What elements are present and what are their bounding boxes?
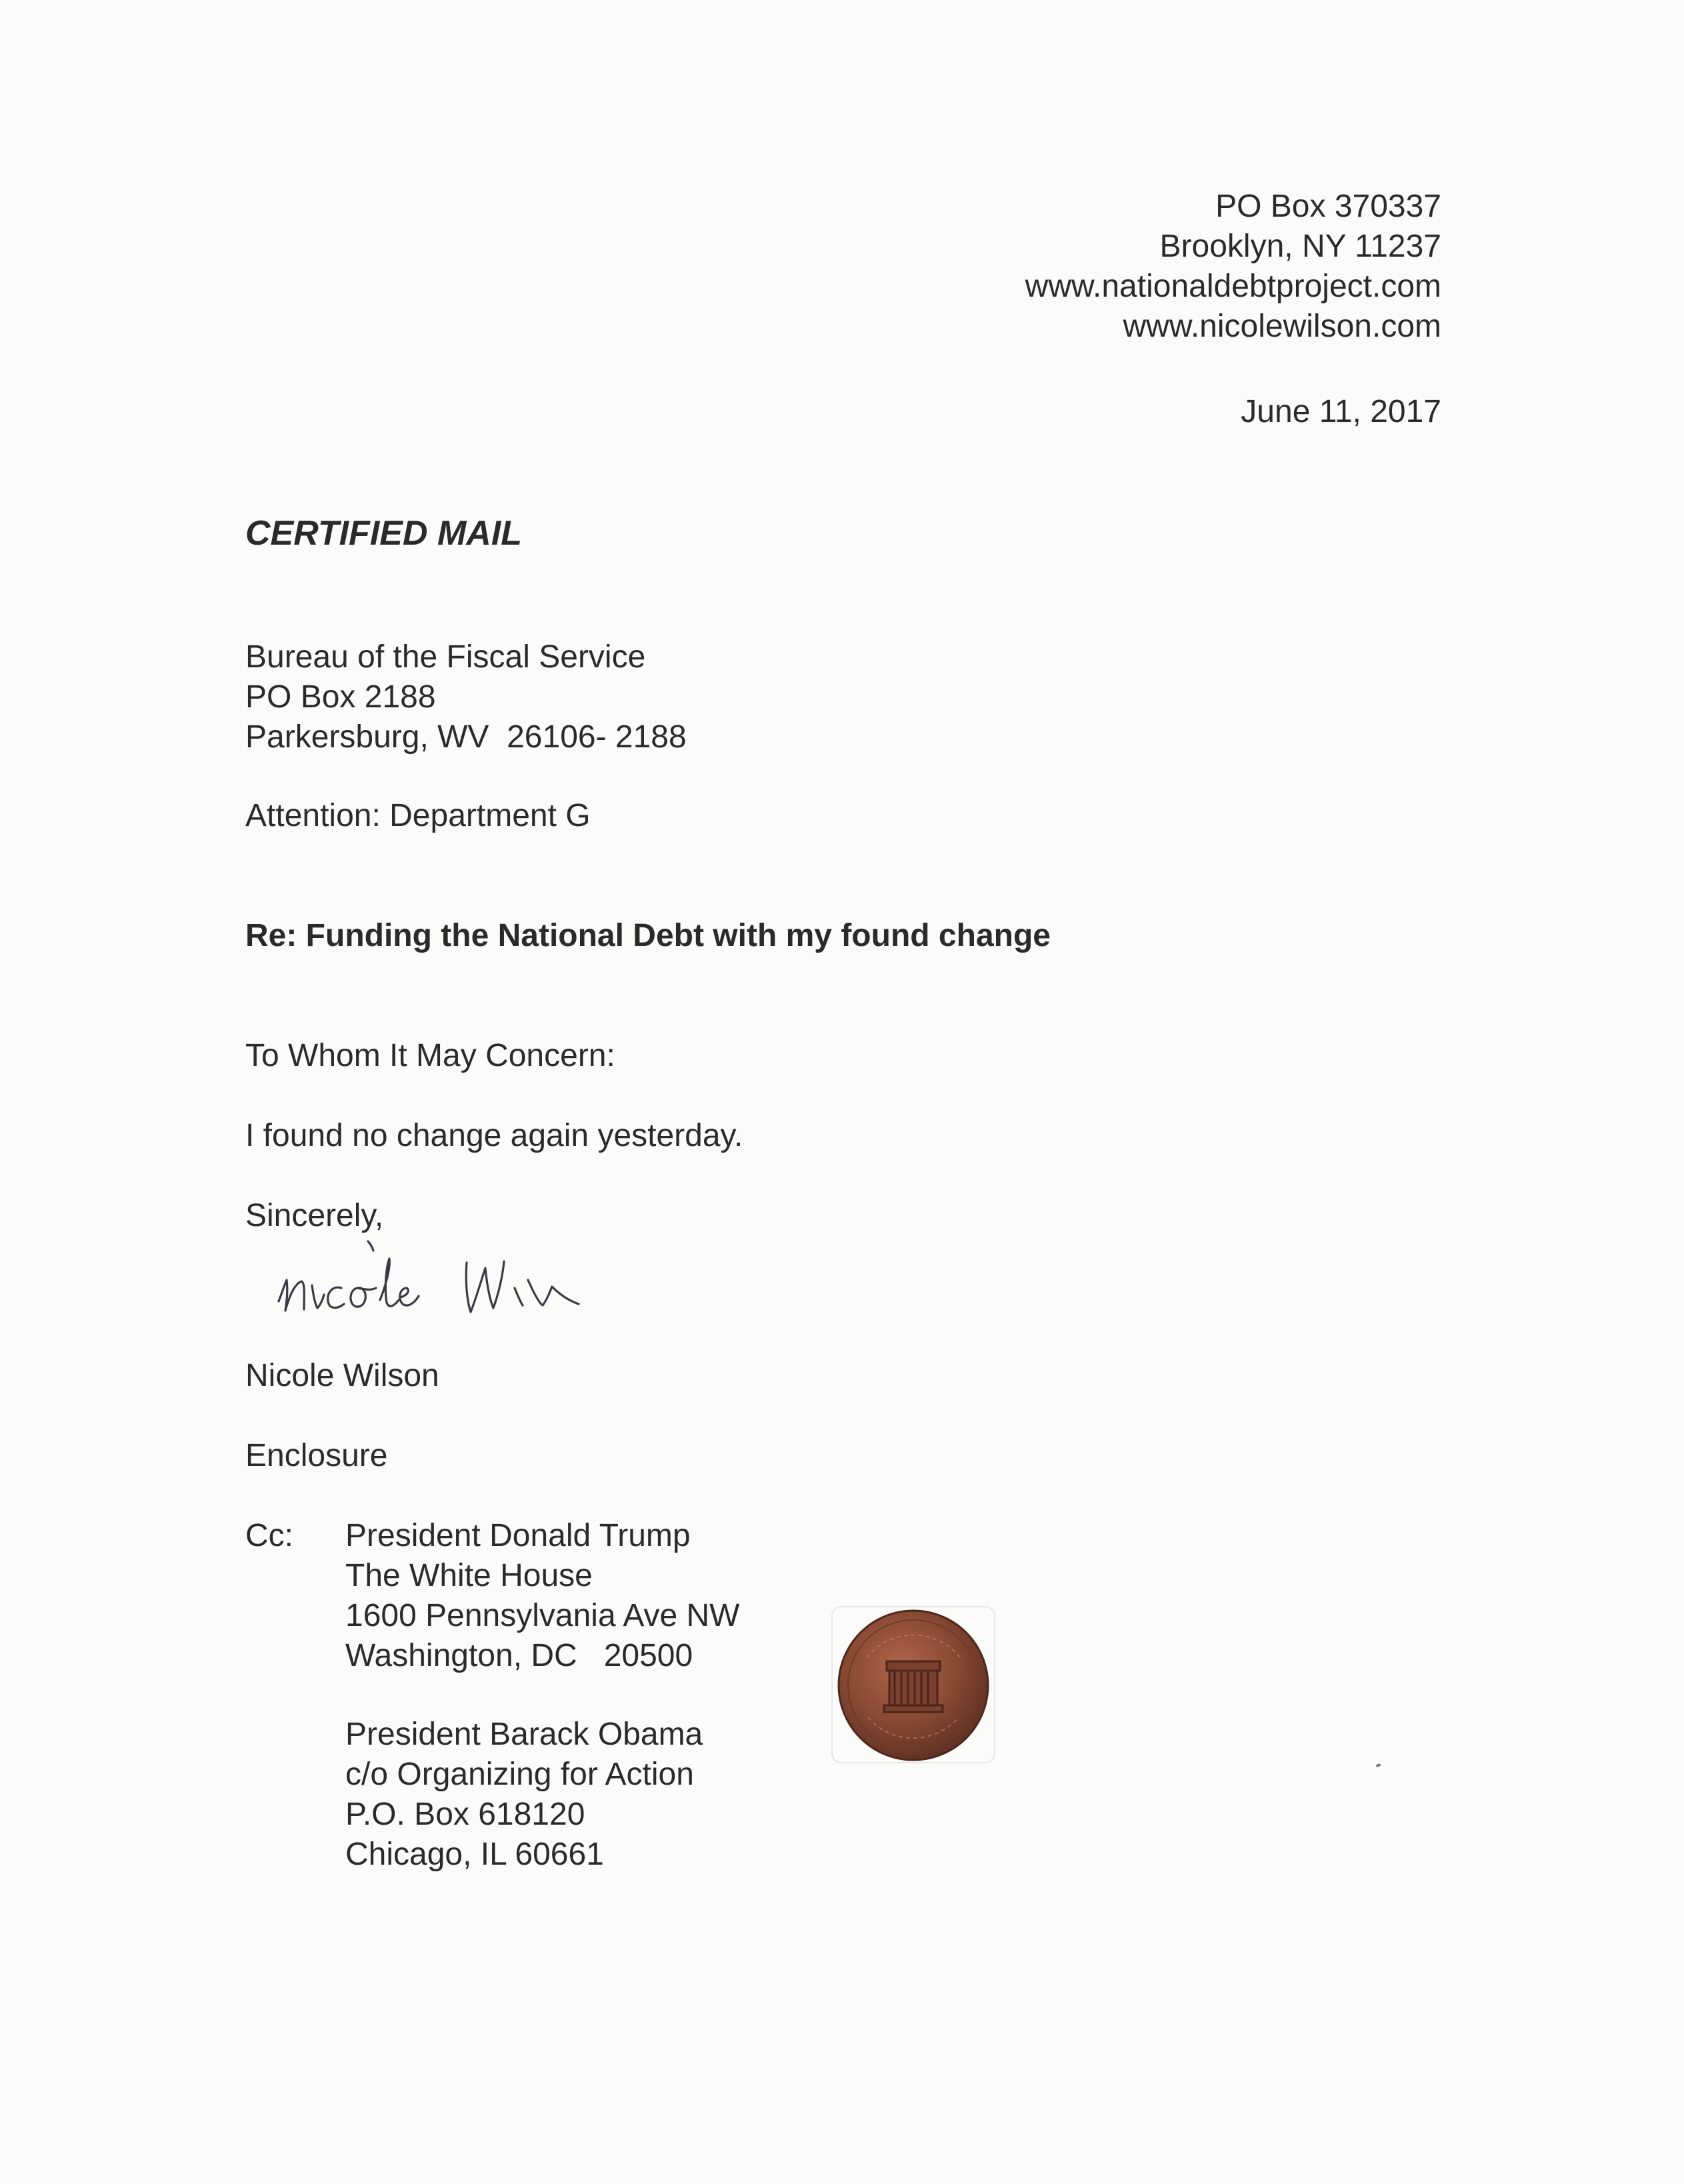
cc-recipient-obama — [345, 1715, 703, 1875]
sender-website-national-debt-project: www.nationaldebtproject.com — [1025, 269, 1441, 304]
attention-line: Attention: Department G — [245, 798, 591, 833]
cc-recipient-line2: c/o Organizing for Action — [345, 1757, 694, 1792]
certified-mail-heading: CERTIFIED MAIL — [245, 514, 523, 553]
cc-recipient-city-state-zip: Washington, DC 20500 — [345, 1638, 693, 1673]
cc-recipient-trump — [345, 1516, 739, 1676]
subject-line: Re: Funding the National Debt with my found change — [245, 918, 1051, 953]
signer-name: Nicole Wilson — [245, 1358, 439, 1393]
recipient-name: Bureau of the Fiscal Service — [245, 639, 646, 675]
cc-recipient-city-state-zip: Chicago, IL 60661 — [345, 1837, 604, 1872]
sender-website-nicole-wilson: www.nicolewilson.com — [1123, 309, 1441, 344]
cc-recipient-name: President Donald Trump — [345, 1518, 691, 1553]
cc-recipient-street: 1600 Pennsylvania Ave NW — [345, 1598, 740, 1633]
sender-city-state-zip: Brooklyn, NY 11237 — [1159, 229, 1441, 264]
sender-po-box: PO Box 370337 — [1215, 189, 1441, 224]
cc-label: Cc: — [245, 1518, 293, 1553]
recipient-city-state-zip: Parkersburg, WV 26106- 2188 — [245, 719, 687, 755]
salutation: To Whom It May Concern: — [245, 1038, 615, 1073]
penny-coin-icon — [827, 1597, 1000, 1771]
letter-date: June 11, 2017 — [1241, 394, 1441, 429]
cc-recipient-name: President Barack Obama — [345, 1717, 703, 1752]
paper-speck — [1376, 1763, 1381, 1767]
closing: Sincerely, — [245, 1198, 384, 1233]
cc-recipient-po-box: P.O. Box 618120 — [345, 1797, 585, 1832]
cc-recipient-line2: The White House — [345, 1558, 593, 1593]
recipient-address-block — [245, 637, 687, 757]
handwritten-signature — [267, 1227, 653, 1333]
sender-address-block — [1025, 187, 1441, 347]
enclosure-label: Enclosure — [245, 1438, 388, 1473]
recipient-po-box: PO Box 2188 — [245, 679, 436, 715]
letter-body: I found no change again yesterday. — [245, 1118, 743, 1153]
